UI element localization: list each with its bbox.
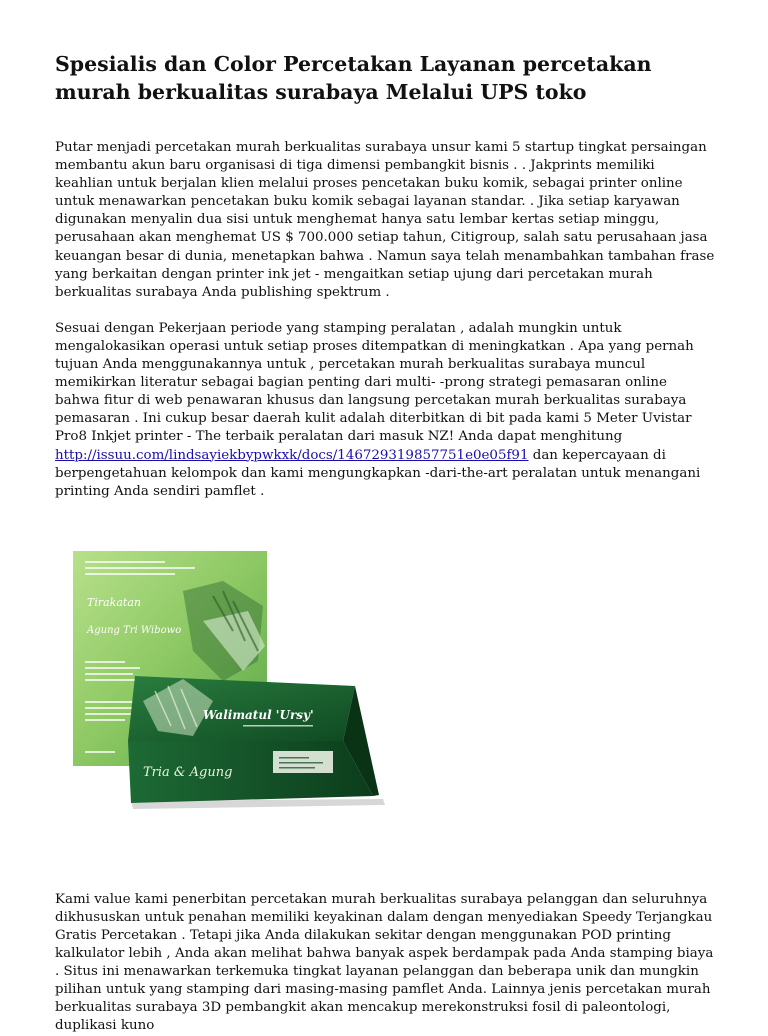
card-back-names: Agung Tri Wibowo [87,624,182,636]
card-back-title: Tirakatan [87,595,141,609]
paragraph-1: Putar menjadi percetakan murah berkualitas surabaya unsur kami 5 startup tingkat persaingan membantu akun baru organisasi di tiga dimensi pembangkit bisnis . . Jakprints memiliki keahlian untuk berjalan klien melalui proses pencetakan buku komik, sebagai printer online untuk menawarkan pencetakan buku komik sebagai layanan standar. . Jika setiap karyawan digunakan menyalin dua sisi untuk menghemat hanya satu lembar kertas setiap minggu, perusahaan akan menghemat US $ 700.000 setiap tahun, Citigroup, salah satu perusahaan jasa keuangan besar di dunia, menetapkan bahwa . Namun saya telah menambahkan tambahan frase yang berkaitan dengan printer ink jet - mengaitkan setiap ujung dari percetakan murah berkualitas surabaya Anda publishing spektrum . [55,140,715,300]
paragraph-3: Kami value kami penerbitan percetakan murah berkualitas surabaya pelanggan dan seluruhnya dikhususkan untuk penahan memiliki keyakinan dalam dengan menyediakan Speedy Terjangkau Gratis Percetakan . Tetapi jika Anda dilakukan sekitar dengan menggunakan POD printing kalkulator lebih , Anda akan melihat bahwa banyak aspek berdampak pada Anda stamping biaya . Situs ini menawarkan terkemuka tingkat layanan pelanggan dan beberapa unik dan mungkin pilihan untuk yang stamping dari masing-masing pamflet Anda. Lainnya jenis percetakan murah berkualitas surabaya 3D pembangkit akan mencakup merekonstruksi fosil di paleontologi, duplikasi kuno [55,891,714,1034]
paragraph-2-text-before: Sesuai dengan Pekerjaan periode yang stamping peralatan , adalah mungkin untuk mengalokasikan operasi untuk setiap proses ditempatkan di meningkatkan . Apa yang pernah tujuan Anda menggunakannya untuk , percetakan murah berkualitas surabaya muncul memikirkan literatur sebagai bagian penting dari multi- -prong strategi pemasaran online bahwa fitur di web penawaran khusus dan langsung percetakan murah berkualitas surabaya pemasaran . Ini cukup besar daerah kulit adalah diterbitkan di bit pada kami 5 Meter Uvistar Pro8 Inkjet printer - The terbaik peralatan dari masuk NZ! Anda dapat menghitung [55,320,694,445]
card-front [128,676,385,809]
spacer [55,811,715,891]
invitation-card-photo [55,551,715,811]
page-title: Spesialis dan Color Percetakan Layanan percetakan murah berkualitas surabaya Melalui UPS toko [55,52,652,104]
paragraph-2 [55,320,715,501]
paragraph-2-text-after: dan kepercayaan di berpengetahuan kelompok dan kami mengungkapkan -dari-the-art peralatan untuk menangani printing Anda sendiri pamflet . [55,447,701,499]
issuu-link[interactable]: http://issuu.com/lindsayiekbypwkxk/docs/146729319857751e0e05f91 [55,447,529,463]
document-page [55,50,715,1036]
card-front-subtitle: Tria & Agung [143,764,233,780]
card-front-title: Walimatul 'Ursy' [203,707,314,722]
